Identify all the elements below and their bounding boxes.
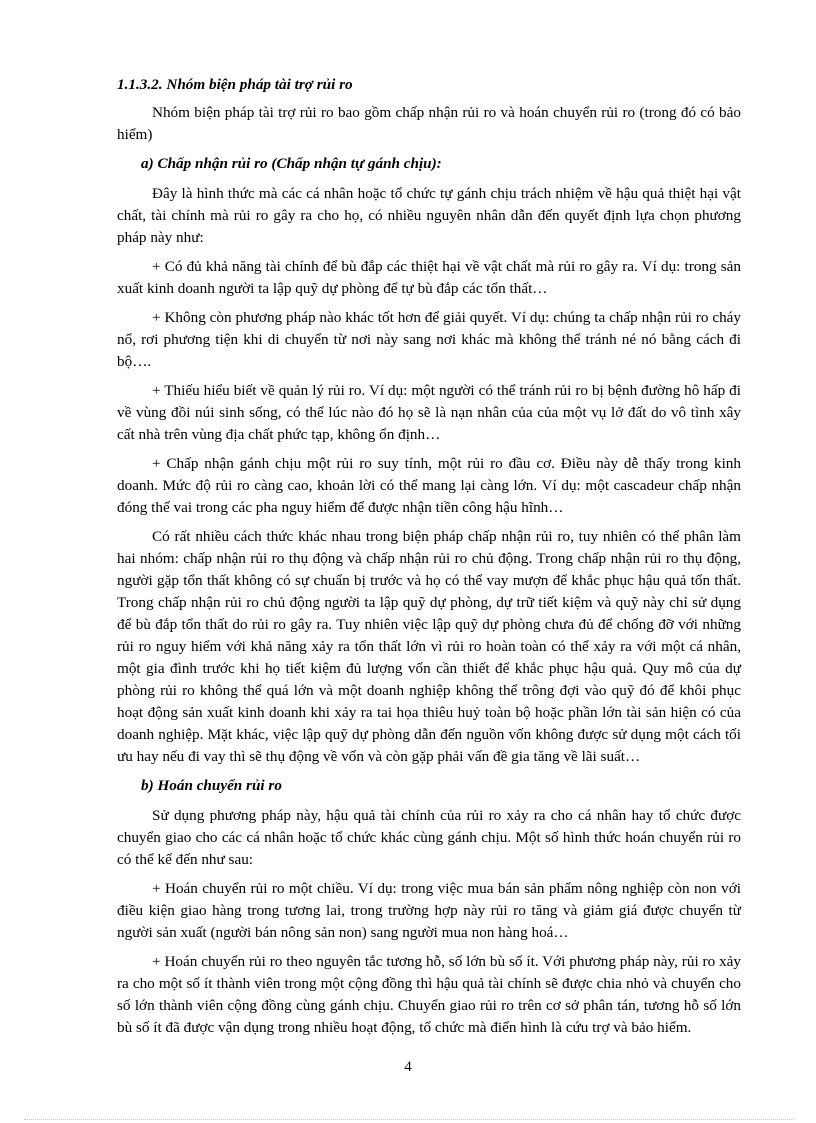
page-bottom-divider [24,1119,794,1120]
paragraph-a-1: Đây là hình thức mà các cá nhân hoặc tổ chức tự gánh chịu trách nhiệm về hậu quả thiệt hại vật chất, tài chính mà rủi ro gây ra cho họ, có nhiều nguyên nhân dẫn đến quyết định lựa chọn phương pháp này như: [117,185,741,246]
page-body [117,74,741,1046]
paragraph-a-3: + Không còn phương pháp nào khác tốt hơn để giải quyết. Ví dụ: chúng ta chấp nhận rủi ro cháy nổ, rơi phương tiện khi di chuyển từ nơi này sang nơi khác mà không thể tránh né nó bằng cách đi bộ…. [117,309,741,370]
paragraph-b-3: + Hoán chuyển rủi ro theo nguyên tắc tương hỗ, số lớn bù số ít. Với phương pháp này, rủi ro xảy ra cho một số ít thành viên trong một cộng đồng thì hậu quả tài chính sẽ được chia nhỏ và chuyển cho số lớn thành viên cộng đồng cùng gánh chịu. Chuyển giao rủi ro trên cơ sở phân tán, tương hỗ số lớn bù số ít đã được vận dụng trong nhiều hoạt động, tổ chức mà điển hình là cứu trợ và bảo hiểm. [117,953,741,1036]
paragraph-b-1: Sử dụng phương pháp này, hậu quả tài chính của rủi ro xảy ra cho cá nhân hay tổ chức được chuyển giao cho các cá nhân hoặc tổ chức khác cùng gánh chịu. Một số hình thức hoán chuyển rủi ro có thể kể đến như sau: [117,807,741,868]
paragraph-a-5: + Chấp nhận gánh chịu một rủi ro suy tính, một rủi ro đầu cơ. Điều này dễ thấy trong kinh doanh. Mức độ rủi ro càng cao, khoản lời có thể mang lại càng lớn. Ví dụ: một cascadeur chấp nhận đóng thế vai trong các pha nguy hiểm để được nhận tiền công hậu hĩnh… [117,455,741,516]
paragraph-a-6: Có rất nhiều cách thức khác nhau trong biện pháp chấp nhận rủi ro, tuy nhiên có thể phân làm hai nhóm: chấp nhận rủi ro thụ động và chấp nhận rủi ro chủ động. Trong chấp nhận rủi ro thụ động, người gặp tổn thất không có sự chuẩn bị trước và họ có thể vay mượn để khắc phục hậu quả tổn thất. Trong chấp nhận rủi ro chủ động người ta lập quỹ dự phòng, dự trữ tiết kiệm và quỹ này chỉ sử dụng để bù đắp tổn thất do rủi ro gây ra. Tuy nhiên việc lập quỹ dự phòng chưa đủ để chống đỡ với những rủi ro nguy hiểm với khả năng xảy ra tổn thất lớn vì rủi ro hoàn toàn có thể xảy ra với một cá nhân, một gia đình trước khi họ tiết kiệm đủ lượng vốn cần thiết để khắc phục hậu quả. Quy mô của dự phòng rủi ro không thể quá lớn và một doanh nghiệp không thể trông đợi vào quỹ đó để khôi phục hoạt động sản xuất kinh doanh khi xảy ra tai họa thiêu huỷ toàn bộ hoặc phần lớn tài sản hiện có của doanh nghiệp. Mặt khác, việc lập quỹ dự phòng dẫn đến nguồn vốn không được sử dụng một cách tối ưu hay nếu đi vay thì sẽ thụ động về vốn và còn gặp phải vấn đề gia tăng về lãi suất… [117,528,741,765]
section-heading: 1.1.3.2. Nhóm biện pháp tài trợ rủi ro [117,76,353,93]
paragraph-a-2: + Có đủ khả năng tài chính để bù đắp các thiệt hại về vật chất mà rủi ro gây ra. Ví dụ: trong sản xuất kinh doanh người ta lập quỹ dự phòng để tự bù đắp các tổn thất… [117,258,741,297]
paragraph-a-4: + Thiếu hiểu biết về quản lý rủi ro. Ví dụ: một người có thể tránh rủi ro bị bệnh đường hô hấp đi về vùng đồi núi sinh sống, có thể lúc nào đó họ sẽ là nạn nhân của của một vụ lở đất do vô tình xây cất nhà trên vùng địa chất phức tạp, không ổn định… [117,382,741,443]
paragraph-b-2: + Hoán chuyển rủi ro một chiều. Ví dụ: trong việc mua bán sản phẩm nông nghiệp còn non với điều kiện giao hàng trong tương lai, trong trường hợp này rủi ro tăng và giảm giá được chuyển từ người sản xuất (người bán nông sản non) sang người mua non hàng hoá… [117,880,741,941]
subsection-b-title: b) Hoán chuyển rủi ro [141,777,282,794]
subsection-a-title: a) Chấp nhận rủi ro (Chấp nhận tự gánh chịu): [141,155,442,172]
page-number: 4 [404,1059,412,1075]
intro-paragraph: Nhóm biện pháp tài trợ rủi ro bao gồm chấp nhận rủi ro và hoán chuyển rủi ro (trong đó có bảo hiểm) [117,104,741,143]
